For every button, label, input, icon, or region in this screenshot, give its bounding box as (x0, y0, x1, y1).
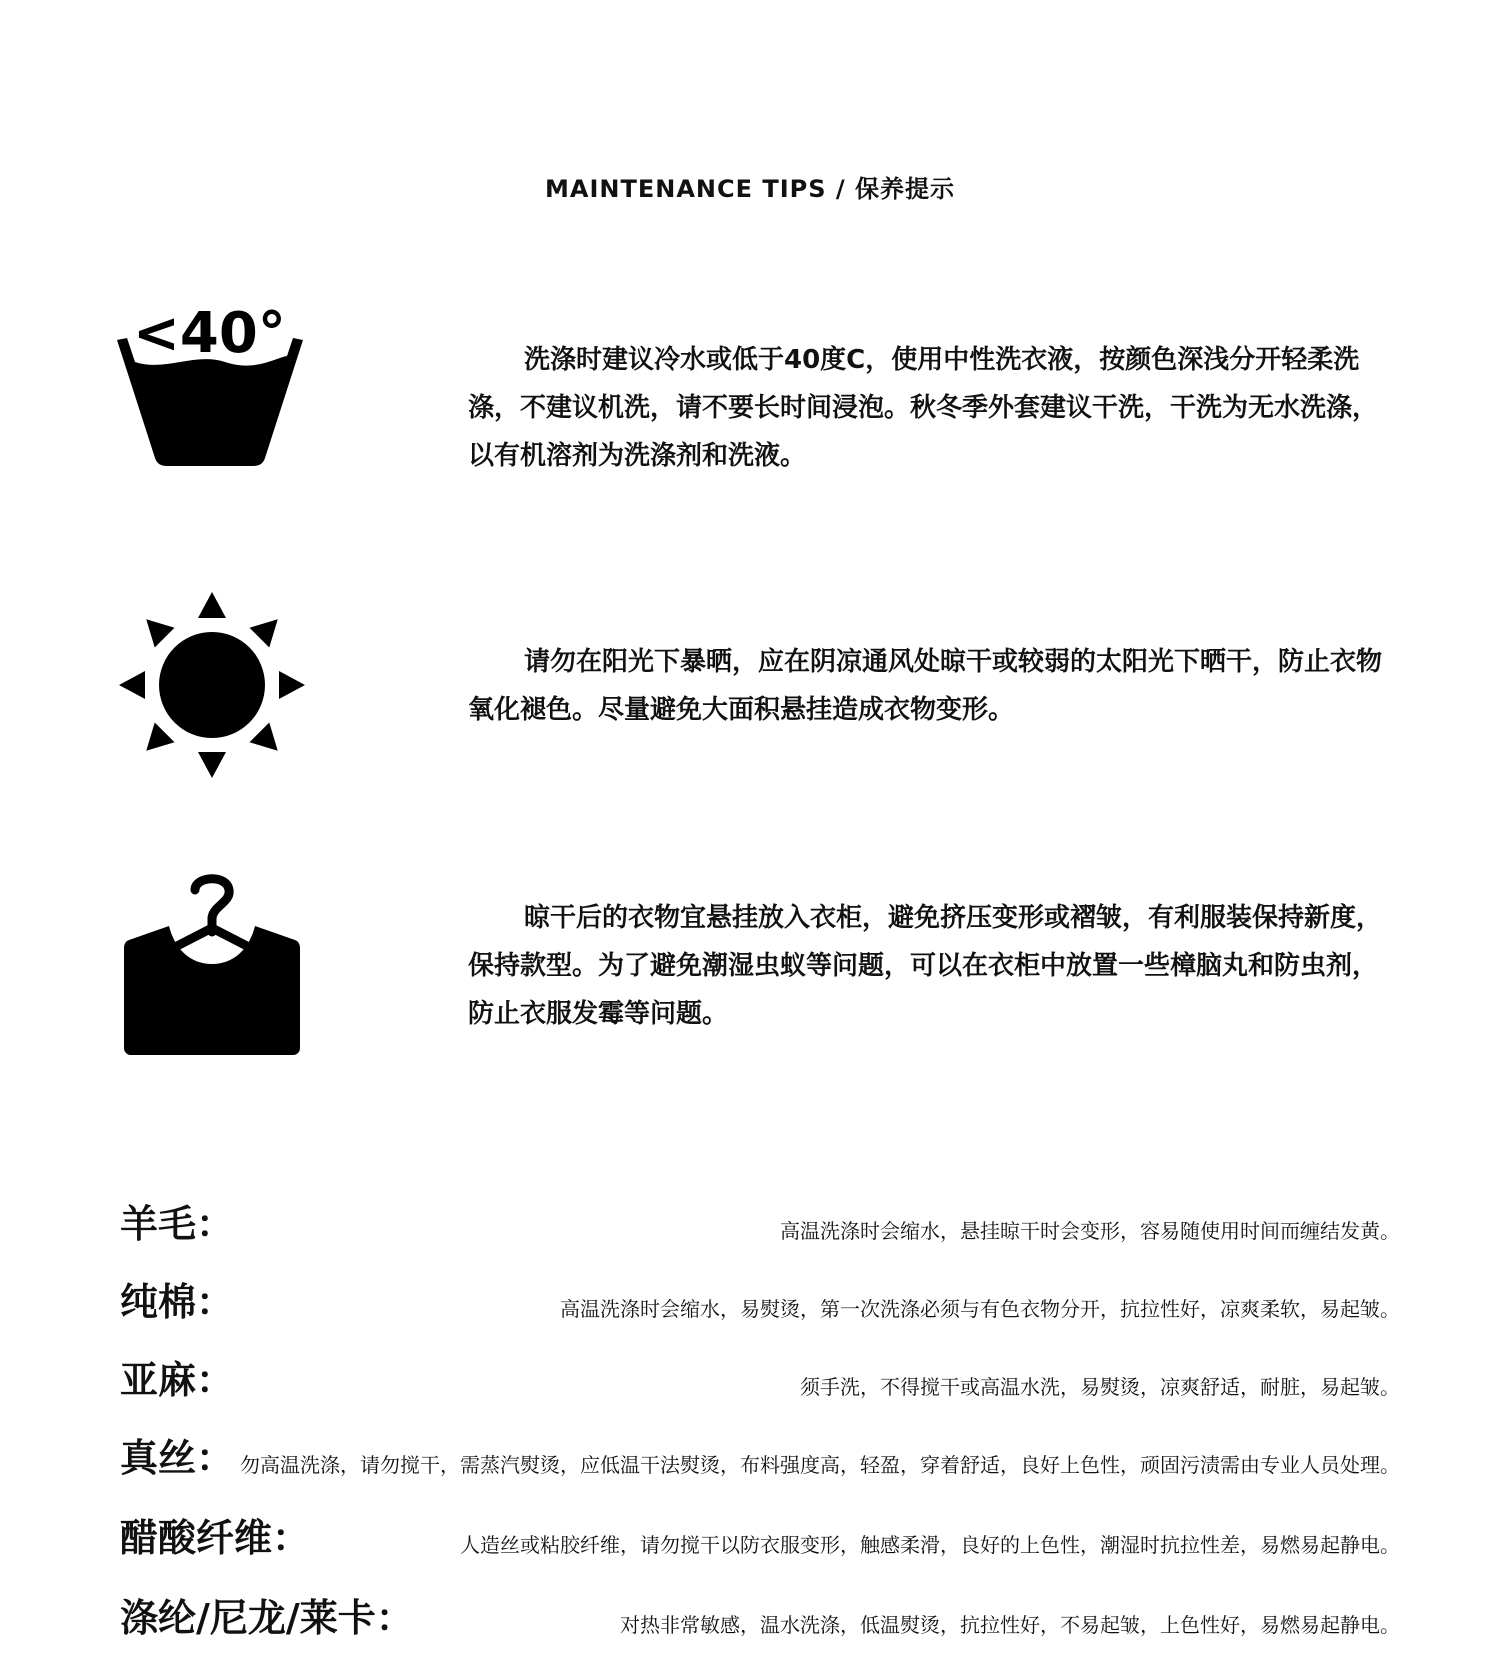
fabric-name: 纯棉： (120, 1280, 235, 1324)
wash-temperature-label: <40° (133, 301, 286, 366)
fabric-desc: 高温洗涤时会缩水，易熨烫，第一次洗涤必须与有色衣物分开，抗拉性好，凉爽柔软，易起皱。 (560, 1297, 1400, 1321)
fabric-row-silk (120, 1428, 1400, 1488)
wash-40-icon (115, 300, 305, 490)
tip-text-storage: 晾干后的衣物宜悬挂放入衣柜，避免挤压变形或褶皱，有利服装保持新度，保持款型。为了避免潮湿虫蚁等问题，可以在衣柜中放置一些樟脑丸和防虫剂，防止衣服发霉等问题。 (468, 903, 1383, 1029)
fabric-desc: 人造丝或粘胶纤维，请勿搅干以防衣服变形，触感柔滑，良好的上色性，潮湿时抗拉性差，易燃易起静电。 (460, 1533, 1400, 1557)
tip-text-washing: 洗涤时建议冷水或低于40度C，使用中性洗衣液，按颜色深浅分开轻柔洗涤，不建议机洗，请不要长时间浸泡。秋冬季外套建议干洗，干洗为无水洗涤，以有机溶剂为洗涤剂和洗液。 (468, 345, 1379, 471)
fabric-name: 醋酸纤维： (120, 1516, 311, 1560)
fabric-row-cotton (120, 1272, 1400, 1332)
fabric-row-acetate (120, 1508, 1400, 1568)
sun-icon (115, 590, 305, 780)
fabric-name: 真丝： (120, 1436, 235, 1480)
fabric-desc: 须手洗，不得搅干或高温水洗，易熨烫，凉爽舒适，耐脏，易起皱。 (800, 1375, 1400, 1399)
fabric-name: 涤纶/尼龙/莱卡： (120, 1596, 414, 1640)
fabric-row-linen (120, 1350, 1400, 1410)
fabric-name: 羊毛： (120, 1202, 235, 1246)
fabric-desc: 勿高温洗涤，请勿搅干，需蒸汽熨烫，应低温干法熨烫，布料强度高，轻盈，穿着舒适，良好上色性，顽固污渍需由专业人员处理。 (240, 1453, 1400, 1477)
fabric-desc: 对热非常敏感，温水洗涤，低温熨烫，抗拉性好，不易起皱，上色性好，易燃易起静电。 (620, 1613, 1400, 1637)
tip-text-drying: 请勿在阳光下暴晒，应在阴凉通风处晾干或较弱的太阳光下晒干，防止衣物氧化褪色。尽量避免大面积悬挂造成衣物变形。 (468, 647, 1383, 725)
fabric-row-wool (120, 1194, 1400, 1254)
hanger-icon (115, 870, 305, 1060)
fabric-desc: 高温洗涤时会缩水，悬挂晾干时会变形，容易随使用时间而缠结发黄。 (780, 1219, 1400, 1243)
page-title: MAINTENANCE TIPS / 保养提示 (545, 175, 955, 203)
fabric-row-synthetic (120, 1588, 1400, 1648)
fabric-name: 亚麻： (120, 1358, 235, 1402)
